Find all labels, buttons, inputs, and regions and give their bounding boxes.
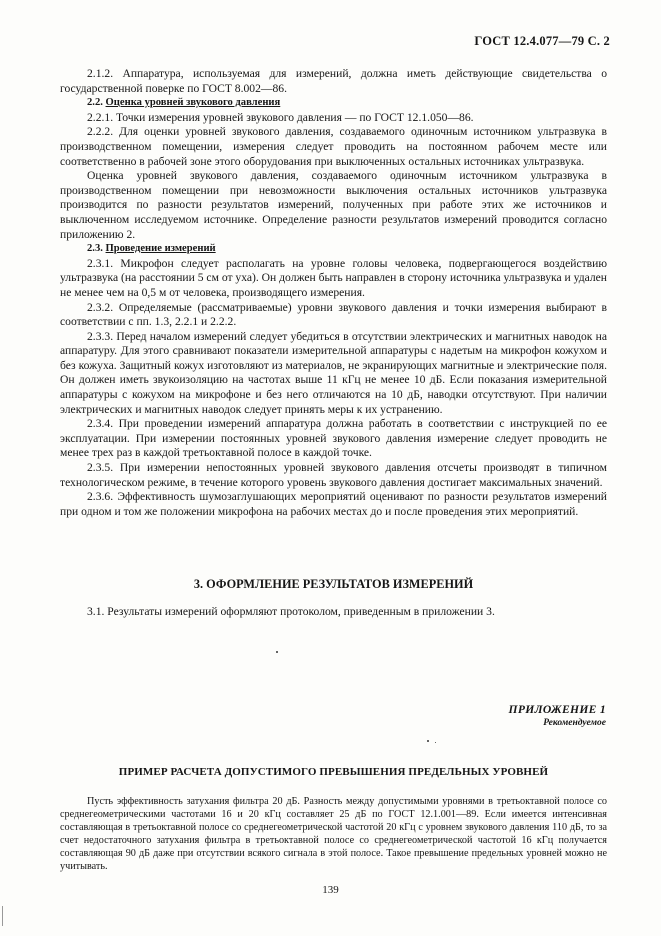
paragraph: 2.2.2. Для оценки уровней звукового давления, создаваемого одиночным источником ультразвука в производственном помещении, измерения следует проводить на постоянном рабочем месте или соответственно в рабочей зоне этого оборудования при выключенных остальных источниках ультразвука.: [60, 125, 607, 168]
subheading-number: 2.3.: [87, 243, 103, 255]
paragraph: 2.3.3. Перед началом измерений следует убедиться в отсутствии электрических и магнитных наводок на аппаратуру. Для этого сравнивают показатели измерительной аппаратуры с надетым на микрофон кожухом и без кожуха. Защитный кожух изготовляют из материалов, не экранирующих магнитные и электрические поля. Он должен иметь звукоизоляцию на частотах выше 11 кГц не менее 10 дБ. Если показания измерительной аппаратуры с кожухом на микрофоне и без него отличаются на 10 дБ, наводки отсутствуют. При наличии электрических и магнитных наводок следует принять меры к их устранению.: [60, 329, 607, 416]
page-number: 139: [322, 884, 339, 896]
paragraph: 2.3.1. Микрофон следует располагать на уровне головы человека, подвергающегося воздействию ультразвука (на расстоянии 5 см от уха). Он должен быть направлен в сторону источника ультразвука и удален не менее чем на 0,5 м от человека, производящего измерения.: [60, 256, 607, 299]
example-paragraph: Пусть эффективность затухания фильтра 20 дБ. Разность между допустимыми уровнями в третьоктавной полосе со среднегеометрическими частотами 16 и 20 кГц составляет 25 дБ по ГОСТ 12.1.001—89. Если имеется интенсивная составляющая в третьоктавной полосе со среднегеометрической частотой 20 кГц с уровнем звукового давления 110 дБ, то за счет недостаточного затухания фильтра в третьоктавной полосе со среднегеометрической частотой 16 кГц получается составляющая 90 дБ даже при отсутствии всякого сигнала в этой полосе. Такое превышение предельных уровней можно не учитывать.: [60, 796, 607, 872]
paragraph: Оценка уровней звукового давления, создаваемого одиночным источником ультразвука в производственном помещении при невозможности выключения остальных источников ультразвука производится по разности результатов измерений, полученных при работе этих же источников и выключенном исследуемом источнике. Определение разности результатов измерений проводится согласно приложению 2.: [60, 169, 607, 241]
section-3-title: 3. ОФОРМЛЕНИЕ РЕЗУЛЬТАТОВ ИЗМЕРЕНИЙ: [193, 577, 474, 591]
scan-speck: [276, 651, 278, 653]
appendix-label-block: [509, 703, 606, 728]
scan-speck: [435, 742, 436, 743]
paragraph: 2.3.2. Определяемые (рассматриваемые) уровни звукового давления и точки измерения выбирают в соответствии с пп. 1.3, 2.2.1 и 2.2.2.: [60, 300, 607, 329]
appendix-status: Рекомендуемое: [543, 718, 606, 728]
subheading-title: Оценка уровней звукового давления: [105, 97, 281, 109]
paragraph: 2.2.1. Точки измерения уровней звукового давления — по ГОСТ 12.1.050—86.: [87, 110, 474, 124]
subheading-2-3: [60, 242, 607, 257]
subheading-number: 2.2.: [87, 97, 103, 109]
example-title: ПРИМЕР РАСЧЕТА ДОПУСТИМОГО ПРЕВЫШЕНИЯ ПРЕДЕЛЬНЫХ УРОВНЕЙ: [118, 766, 549, 778]
paragraph: 2.1.2. Аппаратура, используемая для измерений, должна иметь действующие свидетельства о государственной поверке по ГОСТ 8.002—86.: [60, 67, 607, 95]
subheading-title: Проведение измерений: [105, 243, 216, 255]
appendix-label: ПРИЛОЖЕНИЕ 1: [508, 703, 606, 716]
subheading-2-2: [60, 96, 607, 111]
paragraph: 2.3.4. При проведении измерений аппаратура должна работать в соответствии с инструкцией по ее эксплуатации. При измерении постоянных уровней звукового давления измерение следует проводить не менее трех раз в каждой третьоктавной полосе в каждой точке.: [60, 417, 607, 460]
section-3-paragraph: 3.1. Результаты измерений оформляют протоколом, приведенным в приложении 3.: [87, 605, 495, 618]
scan-speck: [427, 740, 429, 742]
paragraph: 2.3.5. При измерении непостоянных уровней звукового давления отсчеты производят в типичном технологическом режиме, в течение которого уровень звукового давления достигает максимальных значений.: [60, 461, 607, 489]
paragraph: 2.3.6. Эффективность шумозаглушающих мероприятий оценивают по разности результатов измерений при одном и том же положении микрофона на рабочих местах до и после проведения этих мероприятий.: [60, 490, 607, 518]
scan-edge-mark: [2, 906, 3, 926]
page-header: ГОСТ 12.4.077—79 С. 2: [474, 34, 610, 48]
section-2-body: [60, 67, 607, 519]
